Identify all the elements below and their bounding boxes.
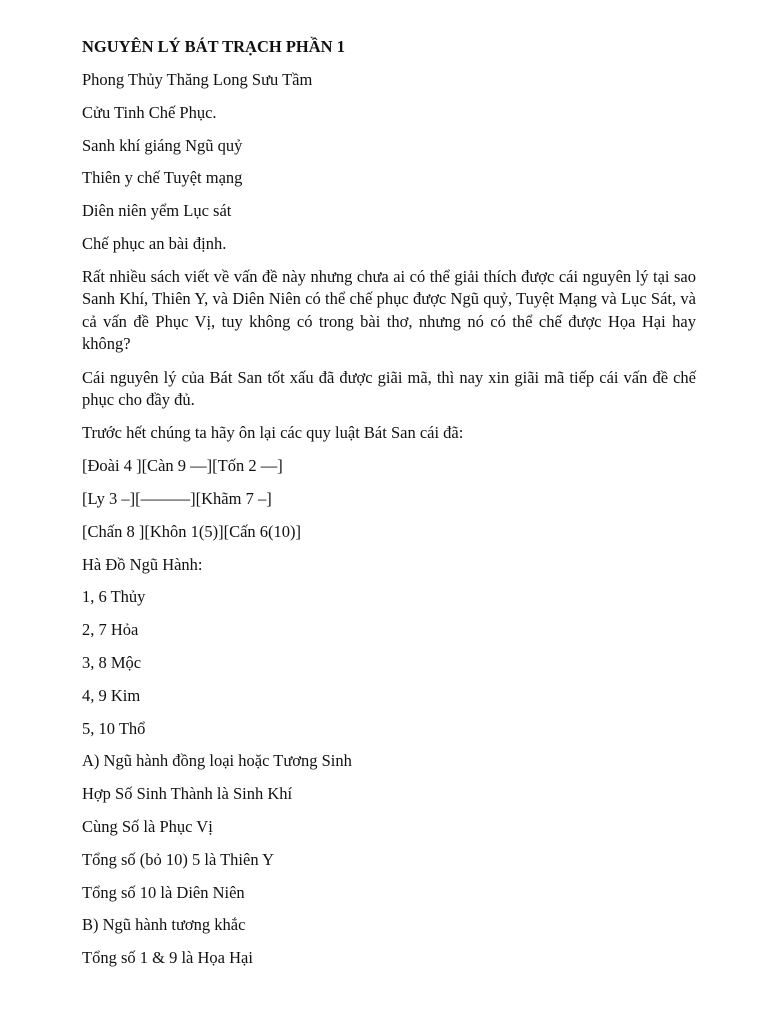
text-line: B) Ngũ hành tương khắc [82, 915, 246, 935]
text-line: Tổng số 1 & 9 là Họa Hại [82, 948, 253, 968]
text-line: Thiên y chế Tuyệt mạng [82, 168, 243, 188]
text-line: Sanh khí giáng Ngũ quỷ [82, 135, 243, 155]
text-line: Diên niên yểm Lục sát [82, 201, 232, 221]
text-line: Cùng Số là Phục Vị [82, 816, 213, 836]
text-line: Chế phục an bài định. [82, 233, 227, 253]
paragraph: Cái nguyên lý của Bát San tốt xấu đã được giãi mã, thì nay xin giãi mã tiếp cái vấn đề chế phục cho đầy đủ. [82, 367, 696, 410]
text-line: A) Ngũ hành đồng loại hoặc Tương Sinh [82, 751, 352, 771]
text-line: 1, 6 Thủy [82, 587, 146, 607]
text-line: [Ly 3 –][———][Khãm 7 –] [82, 488, 272, 508]
text-line: Tổng số 10 là Diên Niên [82, 882, 245, 902]
paragraph: Rất nhiều sách viết về vấn đề này nhưng chưa ai có thể giải thích được cái nguyên lý tại sao Sanh Khí, Thiên Y, và Diên Niên có thể chế phục được Ngũ quỷ, Tuyệt Mạng và Lục Sát, và cả vấn đề Phục Vị, tuy không có trong bài thơ, nhưng nó có thể chế được Họa Hại hay không? [82, 266, 696, 354]
text-line: [Đoài 4 ][Càn 9 —][Tốn 2 —] [82, 456, 283, 476]
text-line: 3, 8 Mộc [82, 652, 142, 672]
text-line: 5, 10 Thổ [82, 718, 146, 738]
text-line: Phong Thủy Thăng Long Sưu Tầm [82, 70, 313, 89]
text-line: [Chấn 8 ][Khôn 1(5)][Cấn 6(10)] [82, 521, 302, 541]
text-line: 4, 9 Kim [82, 685, 141, 705]
text-line: Tổng số (bỏ 10) 5 là Thiên Y [82, 849, 275, 869]
text-line: Cửu Tinh Chế Phục. [82, 102, 217, 122]
text-line: 2, 7 Hỏa [82, 620, 139, 640]
text-line: Trước hết chúng ta hãy ôn lại các quy luật Bát San cái đã: [82, 423, 464, 443]
text-line: Hà Đồ Ngũ Hành: [82, 554, 203, 574]
text-line: Hợp Số Sinh Thành là Sinh Khí [82, 784, 293, 804]
document-title: NGUYÊN LÝ BÁT TRẠCH PHẦN 1 [82, 37, 345, 56]
